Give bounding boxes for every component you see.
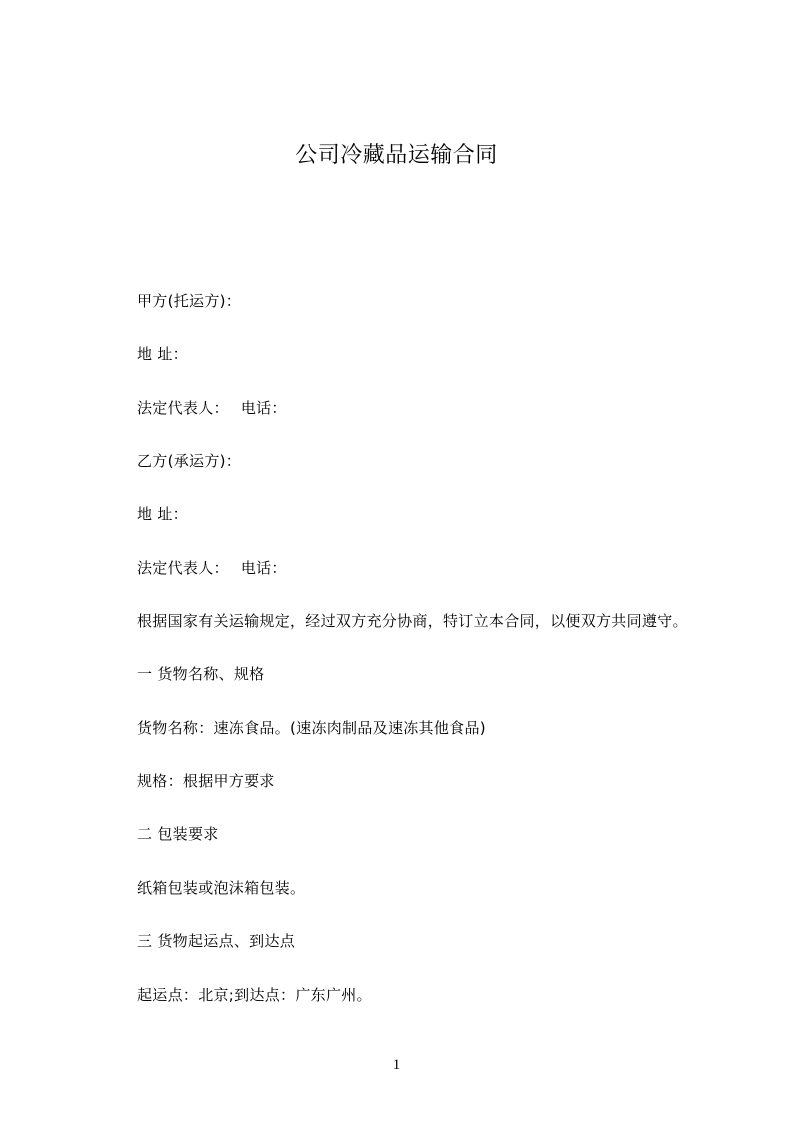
section-3-heading: 三 货物起运点、到达点 xyxy=(137,932,296,950)
party-a-address: 地 址： xyxy=(137,345,188,363)
party-a-phone: 电话： xyxy=(240,399,287,417)
party-a-label: 甲方(托运方)： xyxy=(137,292,242,310)
packaging-line: 纸箱包装或泡沫箱包装。 xyxy=(137,879,306,897)
document-title: 公司冷藏品运输合同 xyxy=(295,143,498,168)
party-b-rep: 法定代表人： xyxy=(137,559,229,577)
preamble-paragraph: 根据国家有关运输规定，经过双方充分协商，特订立本合同，以便双方共同遵守。 xyxy=(137,612,688,630)
party-a-rep: 法定代表人： xyxy=(137,399,229,417)
route-line: 起运点：北京;到达点：广东广州。 xyxy=(137,986,372,1004)
party-b-phone: 电话： xyxy=(240,559,287,577)
goods-name-line: 货物名称：速冻食品。(速冻肉制品及速冻其他食品) xyxy=(137,719,486,737)
page-number: 1 xyxy=(392,1057,401,1073)
goods-spec-line: 规格：根据甲方要求 xyxy=(137,772,275,790)
party-b-address: 地 址： xyxy=(137,505,188,523)
party-b-contact-line xyxy=(137,557,287,579)
party-a-contact-line xyxy=(137,397,287,419)
section-1-heading: 一 货物名称、规格 xyxy=(137,665,265,683)
party-b-label: 乙方(承运方)： xyxy=(137,452,242,470)
section-2-heading: 二 包装要求 xyxy=(137,825,219,843)
